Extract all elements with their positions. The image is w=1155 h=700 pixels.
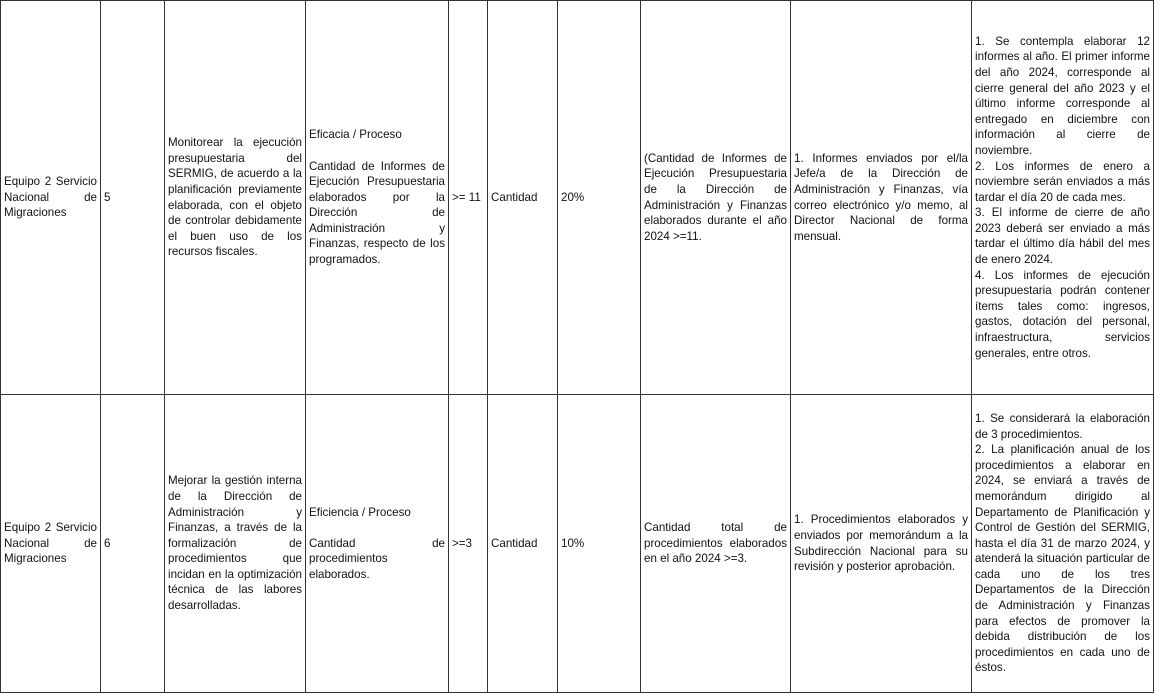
number-cell: 5 (101, 1, 165, 395)
number-cell: 6 (101, 395, 165, 693)
note-item: 1. Se contempla elaborar 12 informes al año. El primer informe del año 2024, corresponde al cierre general del año 2023 y el último informe corresponde al entregado en diciembre con información al cierre de noviembre. (975, 34, 1150, 157)
verification-cell: 1. Informes enviados por el/la Jefe/a de la Dirección de Administración y Finanzas, vía correo electrónico y/o memo, al Director Nacional de forma mensual. (791, 1, 972, 395)
unit-cell: Cantidad (488, 395, 558, 693)
team-cell: Equipo 2 Servicio Nacional de Migraciones (1, 1, 101, 395)
table-row (1, 1, 1154, 395)
note-item: 4. Los informes de ejecución presupuestaria podrán contener ítems tales como: ingresos, gastos, dotación del personal, infraestructura, servicios generales, entre otros. (975, 268, 1150, 360)
verification-cell: 1. Procedimientos elaborados y enviados por memorándum a la Subdirección Nacional para su revisión y posterior aprobación. (791, 395, 972, 693)
formula-cell: Cantidad total de procedimientos elaborados en el año 2024 >=3. (641, 395, 791, 693)
weight-cell: 20% (558, 1, 641, 395)
indicator-cell (306, 395, 449, 693)
target-cell: >=3 (449, 395, 488, 693)
indicator-name: Cantidad de procedimientos elaborados. (309, 536, 445, 581)
target-cell: >= 11 (449, 1, 488, 395)
weight-cell: 10% (558, 395, 641, 693)
indicator-type: Eficiencia / Proceso (309, 505, 411, 519)
indicator-cell (306, 1, 449, 395)
notes-cell (972, 1, 1154, 395)
note-item: 3. El informe de cierre de año 2023 deberá ser enviado a más tardar el último día hábil del mes de enero 2024. (975, 206, 1150, 267)
unit-cell: Cantidad (488, 1, 558, 395)
indicator-name: Cantidad de Informes de Ejecución Presupuestaria elaborados por la Dirección de Administración y Finanzas, respecto de los programados. (309, 159, 445, 267)
indicator-type: Eficacia / Proceso (309, 128, 402, 142)
objective-cell: Monitorear la ejecución presupuestaria del SERMIG, de acuerdo a la planificación previamente elaborada, con el objeto de controlar debidamente el buen uso de los recursos fiscales. (165, 1, 306, 395)
formula-cell: (Cantidad de Informes de Ejecución Presupuestaria de la Dirección de Administración y Finanzas elaborados durante el año 2024 >=11. (641, 1, 791, 395)
note-item: 2. Los informes de enero a noviembre serán enviados a más tardar el día 20 de cada mes. (975, 159, 1150, 204)
table-row (1, 395, 1154, 693)
note-item: 1. Se considerará la elaboración de 3 procedimientos. (975, 411, 1150, 441)
note-item: 2. La planificación anual de los procedimientos a elaborar en 2024, se enviará a través de memorándum dirigido al Departamento de Planificación y Control de Gestión del SERMIG, hasta el día 31 de marzo 2024, y atenderá la situación particular de cada uno de los tres Departamentos de la Dirección de Administración y Finanzas para efectos de promover la debida distribución de los procedimientos en cada uno de éstos. (975, 443, 1150, 675)
notes-cell (972, 395, 1154, 693)
team-cell: Equipo 2 Servicio Nacional de Migraciones (1, 395, 101, 693)
objective-cell: Mejorar la gestión interna de la Dirección de Administración y Finanzas, a través de la formalización de procedimientos que incidan en la optimización técnica de las labores desarrolladas. (165, 395, 306, 693)
